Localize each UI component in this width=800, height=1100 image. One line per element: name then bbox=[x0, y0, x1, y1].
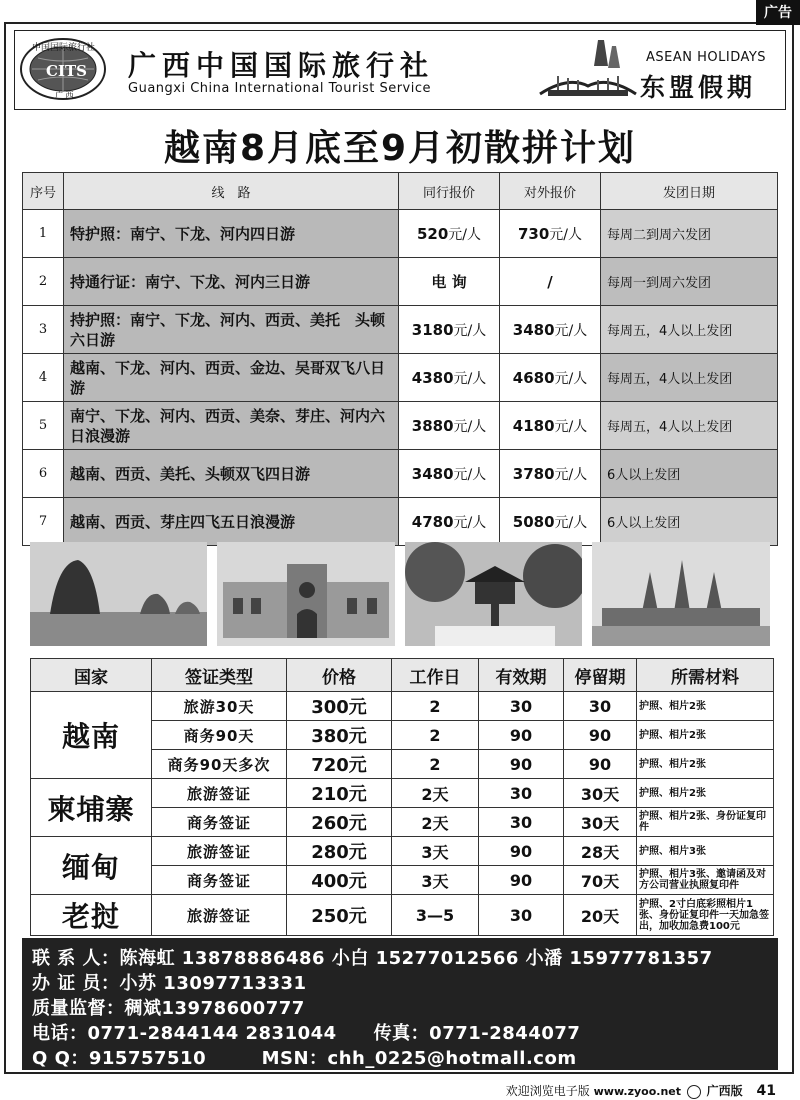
tour-row bbox=[23, 402, 778, 450]
visa-validity: 30 bbox=[479, 692, 564, 721]
visa-stay: 90 bbox=[564, 750, 637, 779]
tour-no: 4 bbox=[23, 354, 64, 402]
public-price bbox=[500, 210, 601, 258]
tour-row bbox=[23, 210, 778, 258]
tour-no: 7 bbox=[23, 498, 64, 546]
col-public-price: 对外报价 bbox=[500, 173, 601, 210]
departure-date: 6人以上发团 bbox=[601, 450, 778, 498]
public-price bbox=[500, 306, 601, 354]
peer-price-unit: 元/人 bbox=[453, 418, 487, 435]
visa-workdays: 2 bbox=[392, 721, 479, 750]
halong-bay-photo bbox=[30, 542, 207, 646]
footer-site: www.zyoo.net bbox=[593, 1085, 682, 1098]
tour-row bbox=[23, 354, 778, 402]
visa-validity: 30 bbox=[479, 895, 564, 936]
public-price-unit: 元/人 bbox=[554, 370, 588, 387]
visa-materials: 护照、相片2张 bbox=[637, 750, 774, 779]
peer-price-unit: 元/人 bbox=[453, 514, 487, 531]
visa-stay: 30 bbox=[564, 692, 637, 721]
visa-validity: 30 bbox=[479, 808, 564, 837]
public-price-value: 730 bbox=[517, 224, 550, 243]
departure-date: 每周五，4人以上发团 bbox=[601, 354, 778, 402]
departure-date: 每周五，4人以上发团 bbox=[601, 402, 778, 450]
ad-tag: 广告 bbox=[756, 0, 800, 25]
public-price bbox=[500, 354, 601, 402]
quality-supervisor: 质量监督：稠斌13978600777 bbox=[32, 998, 305, 1019]
visa-row bbox=[31, 692, 774, 721]
col-stay: 停留期 bbox=[564, 659, 637, 692]
peer-price-value: 520 bbox=[416, 224, 449, 243]
visa-price: 300元 bbox=[287, 692, 392, 721]
visa-type: 旅游签证 bbox=[152, 837, 287, 866]
visa-materials: 护照、相片2张、身份证复印件 bbox=[637, 808, 774, 837]
tour-row bbox=[23, 258, 778, 306]
tour-row bbox=[23, 450, 778, 498]
visa-type: 旅游30天 bbox=[152, 692, 287, 721]
tour-no: 6 bbox=[23, 450, 64, 498]
page-number: 41 bbox=[756, 1083, 776, 1099]
tour-route: 越南、西贡、美托、头顿双飞四日游 bbox=[64, 450, 399, 498]
tour-row bbox=[23, 498, 778, 546]
logo-text: CITS bbox=[46, 62, 87, 80]
visa-country: 老挝 bbox=[31, 895, 152, 936]
visa-validity: 90 bbox=[479, 837, 564, 866]
visa-workdays: 2 bbox=[392, 692, 479, 721]
tour-route: 特护照：南宁、下龙、河内四日游 bbox=[64, 210, 399, 258]
visa-type: 商务90天多次 bbox=[152, 750, 287, 779]
departure-date: 每周二到周六发团 bbox=[601, 210, 778, 258]
public-price-value: 4680 bbox=[512, 368, 555, 387]
tour-route: 持通行证：南宁、下龙、河内三日游 bbox=[64, 258, 399, 306]
visa-stay: 28天 bbox=[564, 837, 637, 866]
tour-table bbox=[22, 172, 778, 546]
qq-msn: Q Q：915757510 MSN：chh_0225@hotmall.com bbox=[32, 1048, 577, 1069]
visa-type: 商务签证 bbox=[152, 808, 287, 837]
logo-ring-bottom: 广 西 bbox=[55, 91, 74, 100]
peer-price-unit: 元/人 bbox=[453, 466, 487, 483]
peer-price-value: 3880 bbox=[411, 416, 454, 435]
public-price-unit: 元/人 bbox=[554, 514, 588, 531]
public-price-value: 3780 bbox=[512, 464, 555, 483]
visa-row bbox=[31, 895, 774, 936]
tour-no: 2 bbox=[23, 258, 64, 306]
peer-price-unit: 元/人 bbox=[453, 370, 487, 387]
col-visa-type: 签证类型 bbox=[152, 659, 287, 692]
company-name-cn: 广西中国国际旅行社 bbox=[128, 49, 435, 82]
public-price-value: 3480 bbox=[512, 320, 555, 339]
visa-price: 380元 bbox=[287, 721, 392, 750]
col-price: 价格 bbox=[287, 659, 392, 692]
visa-table-header bbox=[31, 659, 774, 692]
visa-stay: 90 bbox=[564, 721, 637, 750]
visa-workdays: 3—5 bbox=[392, 895, 479, 936]
public-price bbox=[500, 258, 601, 306]
col-country: 国家 bbox=[31, 659, 152, 692]
footer-text: 欢迎浏览电子版 bbox=[505, 1084, 590, 1098]
peer-price-value: 4780 bbox=[411, 512, 454, 531]
visa-workdays: 2天 bbox=[392, 779, 479, 808]
departure-date: 6人以上发团 bbox=[601, 498, 778, 546]
peer-price bbox=[399, 354, 500, 402]
asean-holidays-en: ASEAN HOLIDAYS bbox=[646, 50, 767, 65]
visa-stay: 30天 bbox=[564, 779, 637, 808]
col-no: 序号 bbox=[23, 173, 64, 210]
visa-type: 旅游签证 bbox=[152, 895, 287, 936]
visa-materials: 护照、相片2张 bbox=[637, 692, 774, 721]
col-materials: 所需材料 bbox=[637, 659, 774, 692]
phone-fax: 电话：0771-2844144 2831044 传真：0771-2844077 bbox=[32, 1023, 581, 1044]
contact-persons: 联 系 人：陈海虹 13878886486 小白 15277012566 小潘 15977781357 bbox=[32, 948, 713, 969]
visa-materials: 护照、2寸白底彩照相片1张、身份证复印件一天加急签出，加收加急费100元 bbox=[637, 895, 774, 936]
departure-date: 每周五，4人以上发团 bbox=[601, 306, 778, 354]
public-price-unit: 元/人 bbox=[554, 466, 588, 483]
asean-holidays-cn: 东盟假期 bbox=[640, 73, 757, 102]
tour-route: 南宁、下龙、河内、西贡、美奈、芽庄、河内六日浪漫游 bbox=[64, 402, 399, 450]
logo-ring-text: 中国国际旅行社 bbox=[32, 43, 96, 53]
company-name-en: Guangxi China International Tourist Service bbox=[128, 81, 432, 96]
visa-validity: 90 bbox=[479, 750, 564, 779]
contact-box bbox=[22, 938, 778, 1070]
tour-table-header bbox=[23, 173, 778, 210]
peer-price-value: 3180 bbox=[411, 320, 454, 339]
one-pillar-pagoda-photo bbox=[405, 542, 582, 646]
peer-price bbox=[399, 450, 500, 498]
public-price-unit: 元/人 bbox=[549, 226, 583, 243]
visa-materials: 护照、相片2张 bbox=[637, 721, 774, 750]
tour-route: 持护照：南宁、下龙、河内、西贡、美托 头顿六日游 bbox=[64, 306, 399, 354]
visa-validity: 30 bbox=[479, 779, 564, 808]
visa-clerk: 办 证 员：小苏 13097713331 bbox=[32, 973, 307, 994]
visa-workdays: 3天 bbox=[392, 866, 479, 895]
col-peer-price: 同行报价 bbox=[399, 173, 500, 210]
tour-no: 5 bbox=[23, 402, 64, 450]
visa-country: 柬埔寨 bbox=[31, 779, 152, 837]
tour-route: 越南、西贡、芽庄四飞五日浪漫游 bbox=[64, 498, 399, 546]
visa-stay: 30天 bbox=[564, 808, 637, 837]
visa-price: 210元 bbox=[287, 779, 392, 808]
public-price bbox=[500, 498, 601, 546]
peer-price-unit: 元/人 bbox=[453, 322, 487, 339]
tour-no: 3 bbox=[23, 306, 64, 354]
visa-row bbox=[31, 837, 774, 866]
visa-materials: 护照、相片2张 bbox=[637, 779, 774, 808]
visa-price: 400元 bbox=[287, 866, 392, 895]
public-price-value: 4180 bbox=[512, 416, 555, 435]
peer-price bbox=[399, 306, 500, 354]
visa-country: 越南 bbox=[31, 692, 152, 779]
tour-row bbox=[23, 306, 778, 354]
peer-price bbox=[399, 258, 500, 306]
visa-workdays: 2天 bbox=[392, 808, 479, 837]
visa-price: 260元 bbox=[287, 808, 392, 837]
public-price-value: 5080 bbox=[512, 512, 555, 531]
col-validity: 有效期 bbox=[479, 659, 564, 692]
tour-no: 1 bbox=[23, 210, 64, 258]
peer-price-unit: 元/人 bbox=[448, 226, 482, 243]
footer-edition: 广西版 bbox=[706, 1084, 743, 1098]
peer-price bbox=[399, 498, 500, 546]
peer-price-value: 3480 bbox=[411, 464, 454, 483]
visa-type: 商务签证 bbox=[152, 866, 287, 895]
visa-materials: 护照、相片3张、邀请函及对方公司营业执照复印件 bbox=[637, 866, 774, 895]
temple-illustration bbox=[538, 36, 638, 102]
visa-price: 250元 bbox=[287, 895, 392, 936]
visa-validity: 90 bbox=[479, 721, 564, 750]
visa-stay: 70天 bbox=[564, 866, 637, 895]
public-price-unit: 元/人 bbox=[554, 322, 588, 339]
public-price-unit: 元/人 bbox=[554, 418, 588, 435]
paper-icon bbox=[687, 1085, 701, 1099]
angkor-wat-photo bbox=[592, 542, 770, 646]
public-price bbox=[500, 450, 601, 498]
visa-price: 280元 bbox=[287, 837, 392, 866]
public-price bbox=[500, 402, 601, 450]
public-price-value: / bbox=[547, 272, 553, 291]
peer-price-value: 电 询 bbox=[431, 273, 467, 291]
visa-type: 旅游签证 bbox=[152, 779, 287, 808]
visa-type: 商务90天 bbox=[152, 721, 287, 750]
col-route: 线 路 bbox=[64, 173, 399, 210]
visa-country: 缅甸 bbox=[31, 837, 152, 895]
visa-price: 720元 bbox=[287, 750, 392, 779]
headline: 越南8月底至9月初散拼计划 bbox=[163, 128, 637, 169]
peer-price bbox=[399, 210, 500, 258]
departure-date: 每周一到周六发团 bbox=[601, 258, 778, 306]
page-footer bbox=[506, 1082, 776, 1099]
visa-row bbox=[31, 779, 774, 808]
peer-price-value: 4380 bbox=[411, 368, 454, 387]
visa-table bbox=[30, 658, 774, 936]
peer-price bbox=[399, 402, 500, 450]
visa-materials: 护照、相片3张 bbox=[637, 837, 774, 866]
visa-workdays: 3天 bbox=[392, 837, 479, 866]
visa-stay: 20天 bbox=[564, 895, 637, 936]
visa-validity: 90 bbox=[479, 866, 564, 895]
col-workdays: 工作日 bbox=[392, 659, 479, 692]
saigon-post-office-photo bbox=[217, 542, 395, 646]
col-departure: 发团日期 bbox=[601, 173, 778, 210]
visa-workdays: 2 bbox=[392, 750, 479, 779]
tour-route: 越南、下龙、河内、西贡、金边、吴哥双飞八日游 bbox=[64, 354, 399, 402]
